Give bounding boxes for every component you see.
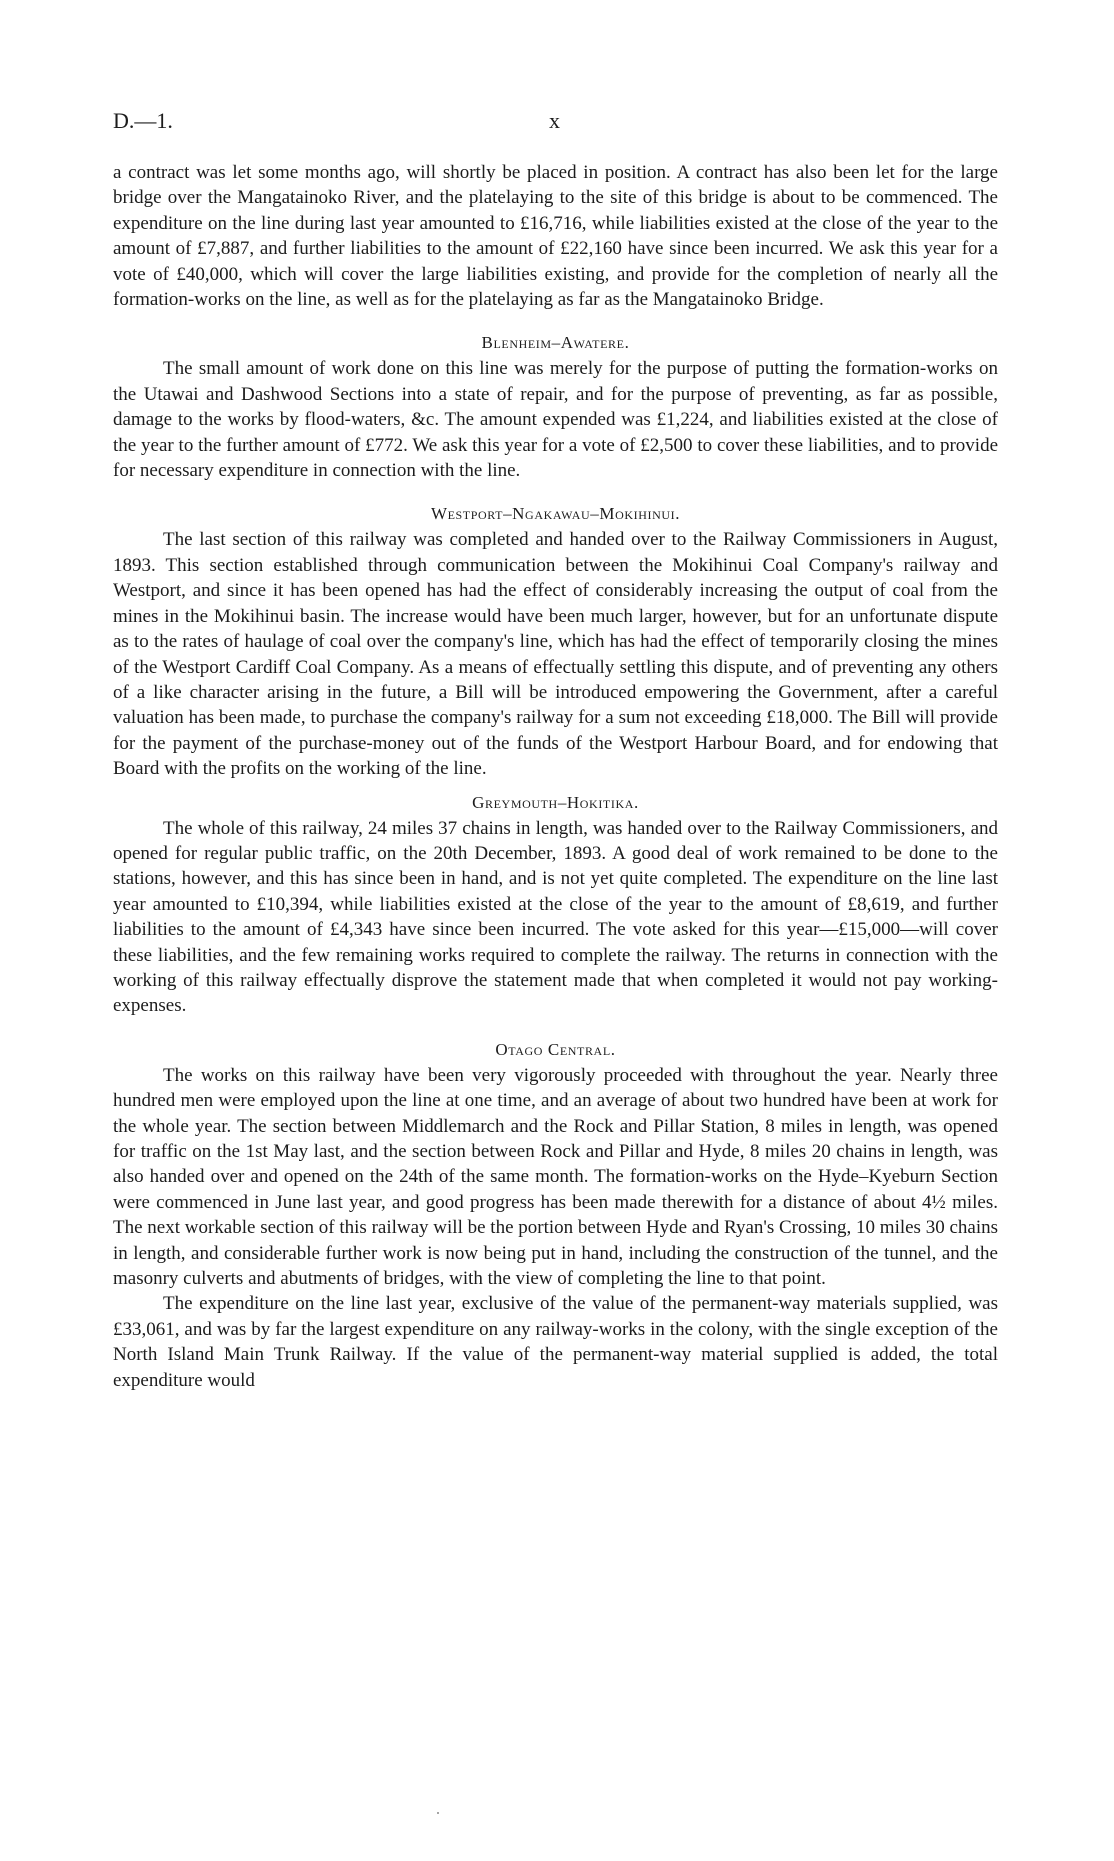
page-number: x [549,108,560,133]
paragraph-otago-central-1: The works on this railway have been very vigorously proceeded with throughout the year. Nearly three hundred men were employed upon the line at one time, and an average of about two hundred have been at work for the whole year. The section between Middlemarch and the Rock and Pillar Station, 8 miles in length, was opened for traffic on the 1st May last, and the section between Rock and Pillar and Hyde, 8 miles 20 chains in length, was also handed over and opened on the 24th of the same month. The formation-works on the Hyde–Kyeburn Section were commenced in June last year, and good progress has been made therewith for a distance of about 4½ miles. The next workable section of this railway will be the portion between Hyde and Ryan's Crossing, 10 miles 30 chains in length, and considerable further work is now being put in hand, including the construction of the tunnel, and the masonry culverts and abutments of bridges, with the view of completing the line to that point. [113,1064,998,1290]
document-identifier: D.—1. [113,108,173,133]
section-heading-otago-central: Otago Central. [495,1039,616,1059]
section-heading-westport-ngakawau-mokihinui: Westport–Ngakawau–Mokihinui. [430,504,681,524]
continued-paragraph: a contract was let some months ago, will shortly be placed in position. A contract has also been let for the large bridge over the Mangatainoko River, and the platelaying to the site of this bridge is about to be commenced. The expenditure on the line during last year amounted to £16,716, while liabilities existed at the close of the year to the amount of £7,887, and further liabilities to the amount of £22,160 have since been incurred. We ask this year for a vote of £40,000, which will cover the large liabilities existing, and provide for the completion of nearly all the formation-works on the line, as well as for the platelaying as far as the Mangatainoko Bridge. [113,162,998,311]
paragraph-greymouth-hokitika: The whole of this railway, 24 miles 37 chains in length, was handed over to the Railway Commissioners, and opened for regular public traffic, on the 20th December, 1893. A good deal of work remained to be done to the stations, however, and this has since been in hand, and is not yet quite completed. The expenditure on the line last year amounted to £10,394, while liabilities existed at the close of the year to the amount of £8,619, and further liabilities to the amount of £4,343 have since been incurred. The vote asked for this year—£15,000—will cover these liabilities, and the few remaining works required to complete the railway. The returns in connection with the working of this railway effectually disprove the statement made that when completed it would not pay working-expenses. [113,817,998,1017]
section-heading-greymouth-hokitika: Greymouth–Hokitika. [472,792,639,812]
paragraph-westport-ngakawau-mokihinui: The last section of this railway was completed and handed over to the Railway Commissioners in August, 1893. This section established through communication between the Mokihinui Coal Company's railway and Westport, and since it has been opened has had the effect of considerably increasing the output of coal from the mines in the Mokihinui basin. The increase would have been much larger, however, but for an unfortunate dispute as to the rates of haulage of coal over the company's line, which has had the effect of temporarily closing the mines of the Westport Cardiff Coal Company. As a means of effectually settling this dispute, and of preventing any others of a like character arising in the future, a Bill will be introduced empowering the Government, after a careful valuation has been made, to purchase the company's railway for a sum not exceeding £18,000. The Bill will provide for the payment of the purchase-money out of the funds of the Westport Harbour Board, and for endowing that Board with the profits on the working of the line. [113,529,998,780]
running-header [113,108,998,138]
body-text [113,160,998,1393]
paragraph-blenheim-awatere: The small amount of work done on this line was merely for the purpose of putting the formation-works on the Utawai and Dashwood Sections into a state of repair, and for the purpose of preventing, as far as possible, damage to the works by flood-waters, &c. The amount expended was £1,224, and liabilities existed at the close of the year to the further amount of £772. We ask this year for a vote of £2,500 to cover these liabilities, and to provide for necessary expenditure in connection with the line. [113,358,998,482]
paragraph-otago-central-2: The expenditure on the line last year, exclusive of the value of the permanent-way materials supplied, was £33,061, and was by far the largest expenditure on any railway-works in the colony, with the single exception of the North Island Main Trunk Railway. If the value of the permanent-way material supplied is added, the total expenditure would [113,1293,998,1391]
scan-speck [437,1812,439,1814]
section-heading-blenheim-awatere: Blenheim–Awatere. [481,333,630,353]
